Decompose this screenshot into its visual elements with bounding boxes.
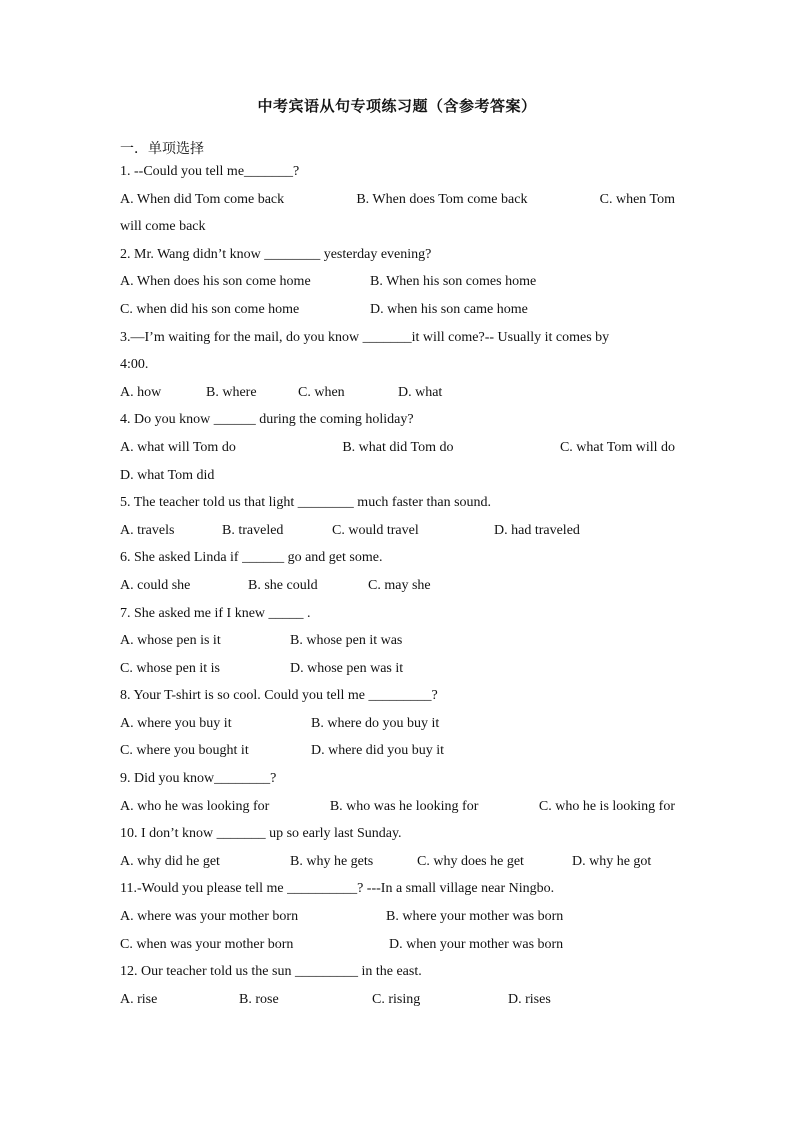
- question-stem: [120, 406, 675, 434]
- question-stem: [120, 682, 675, 710]
- option-c: C. why does he get: [417, 853, 524, 869]
- question-stem: [120, 875, 675, 903]
- option-b: B. traveled: [222, 522, 284, 538]
- question-stem: [120, 820, 675, 848]
- option-b: B. she could: [248, 577, 318, 593]
- question-stem: [120, 765, 675, 793]
- option-d: D. when his son came home: [370, 301, 528, 317]
- question-stem: [120, 158, 675, 186]
- question-stem: [120, 958, 675, 986]
- question-7-text: 7. She asked me if I knew _____ .: [120, 605, 311, 621]
- option-c-continued: will come back: [120, 219, 206, 235]
- option-c: C. who he is looking for: [538, 798, 675, 814]
- question-5-text: 5. The teacher told us that light ________ much faster than sound.: [120, 495, 492, 511]
- section-heading: 一．单项选择: [120, 141, 204, 157]
- option-a: A. how: [120, 384, 162, 400]
- option-d: D. what: [398, 384, 443, 400]
- option-c: C. may she: [368, 577, 431, 593]
- option-a: A. When did Tom come back: [120, 191, 285, 207]
- option-b: B. When does Tom come back: [356, 191, 528, 207]
- option-b: B. who was he looking for: [329, 798, 479, 814]
- option-d: D. rises: [508, 991, 551, 1007]
- option-b: B. whose pen it was: [290, 633, 403, 649]
- question-11-options-row1: [120, 903, 675, 931]
- option-c: C. when: [298, 384, 345, 400]
- option-b: B. why he gets: [290, 853, 374, 869]
- option-d: D. where did you buy it: [311, 743, 444, 759]
- option-c: C. when did his son come home: [120, 301, 300, 317]
- question-3-options: [120, 379, 675, 407]
- option-b: B. rose: [239, 991, 279, 1007]
- option-d: D. why he got: [572, 853, 652, 869]
- question-stem: [120, 600, 675, 628]
- question-stem: [120, 241, 675, 269]
- question-8-options-row2: [120, 737, 675, 765]
- question-8-text: 8. Your T-shirt is so cool. Could you tell me _________?: [120, 688, 438, 704]
- question-1-options-cont: [120, 213, 675, 241]
- question-4-text: 4. Do you know ______ during the coming holiday?: [120, 412, 414, 428]
- question-5-options: [120, 517, 675, 545]
- option-d: D. had traveled: [494, 522, 580, 538]
- question-4-options: [120, 434, 675, 462]
- question-2-text: 2. Mr. Wang didn’t know ________ yesterday evening?: [120, 246, 432, 262]
- option-a: A. where was your mother born: [120, 909, 299, 925]
- question-7-options-row1: [120, 627, 675, 655]
- option-a: A. travels: [120, 522, 175, 538]
- option-a: A. whose pen is it: [120, 633, 221, 649]
- question-10-text: 10. I don’t know _______ up so early last Sunday.: [120, 826, 402, 842]
- question-9-options: [120, 793, 675, 821]
- option-a: A. could she: [120, 577, 191, 593]
- question-9-text: 9. Did you know________?: [120, 771, 277, 787]
- question-12-text: 12. Our teacher told us the sun _________ in the east.: [120, 964, 422, 980]
- question-11-options-row2: [120, 931, 675, 959]
- question-2-options-row1: [120, 268, 675, 296]
- question-2-options-row2: [120, 296, 675, 324]
- question-3-text-continued: 4:00.: [120, 357, 149, 373]
- question-12-options: [120, 986, 675, 1014]
- option-b: B. where: [206, 384, 257, 400]
- option-c: C. rising: [372, 991, 421, 1007]
- question-8-options-row1: [120, 710, 675, 738]
- option-a: A. who he was looking for: [120, 798, 270, 814]
- option-a: A. rise: [120, 991, 158, 1007]
- document-title: 中考宾语从句专项练习题（含参考答案）: [257, 97, 537, 115]
- option-c: C. what Tom will do: [559, 439, 675, 455]
- option-c: C. when was your mother born: [120, 936, 294, 952]
- option-a: A. why did he get: [120, 853, 220, 869]
- option-d: D. when your mother was born: [389, 936, 564, 952]
- question-6-options: [120, 572, 675, 600]
- option-c: C. when Tom: [599, 191, 675, 207]
- question-1-options: [120, 186, 675, 214]
- option-a: A. When does his son come home: [120, 274, 311, 290]
- option-d: D. what Tom did: [120, 467, 215, 483]
- option-c: C. where you bought it: [120, 743, 249, 759]
- option-b: B. where your mother was born: [386, 909, 564, 925]
- question-stem: [120, 324, 675, 352]
- question-7-options-row2: [120, 655, 675, 683]
- question-10-options: [120, 848, 675, 876]
- option-c: C. would travel: [332, 522, 419, 538]
- question-4-options-cont: [120, 462, 675, 490]
- question-list: [120, 158, 675, 1013]
- question-3-text: 3.—I’m waiting for the mail, do you know _______it will come?-- Usually it comes by: [120, 329, 610, 345]
- question-11-text: 11.-Would you please tell me __________? ---In a small village near Ningbo.: [120, 881, 555, 897]
- option-a: A. where you buy it: [120, 715, 232, 731]
- option-a: A. what will Tom do: [120, 439, 236, 455]
- option-b: B. When his son comes home: [370, 274, 537, 290]
- question-6-text: 6. She asked Linda if ______ go and get some.: [120, 550, 383, 566]
- option-c: C. whose pen it is: [120, 660, 220, 676]
- question-1-text: 1. --Could you tell me_______?: [120, 164, 300, 179]
- question-stem: [120, 544, 675, 572]
- option-b: B. what did Tom do: [342, 439, 454, 455]
- question-stem-cont: [120, 351, 675, 379]
- option-b: B. where do you buy it: [311, 715, 440, 731]
- option-d: D. whose pen was it: [290, 660, 404, 676]
- question-stem: [120, 489, 675, 517]
